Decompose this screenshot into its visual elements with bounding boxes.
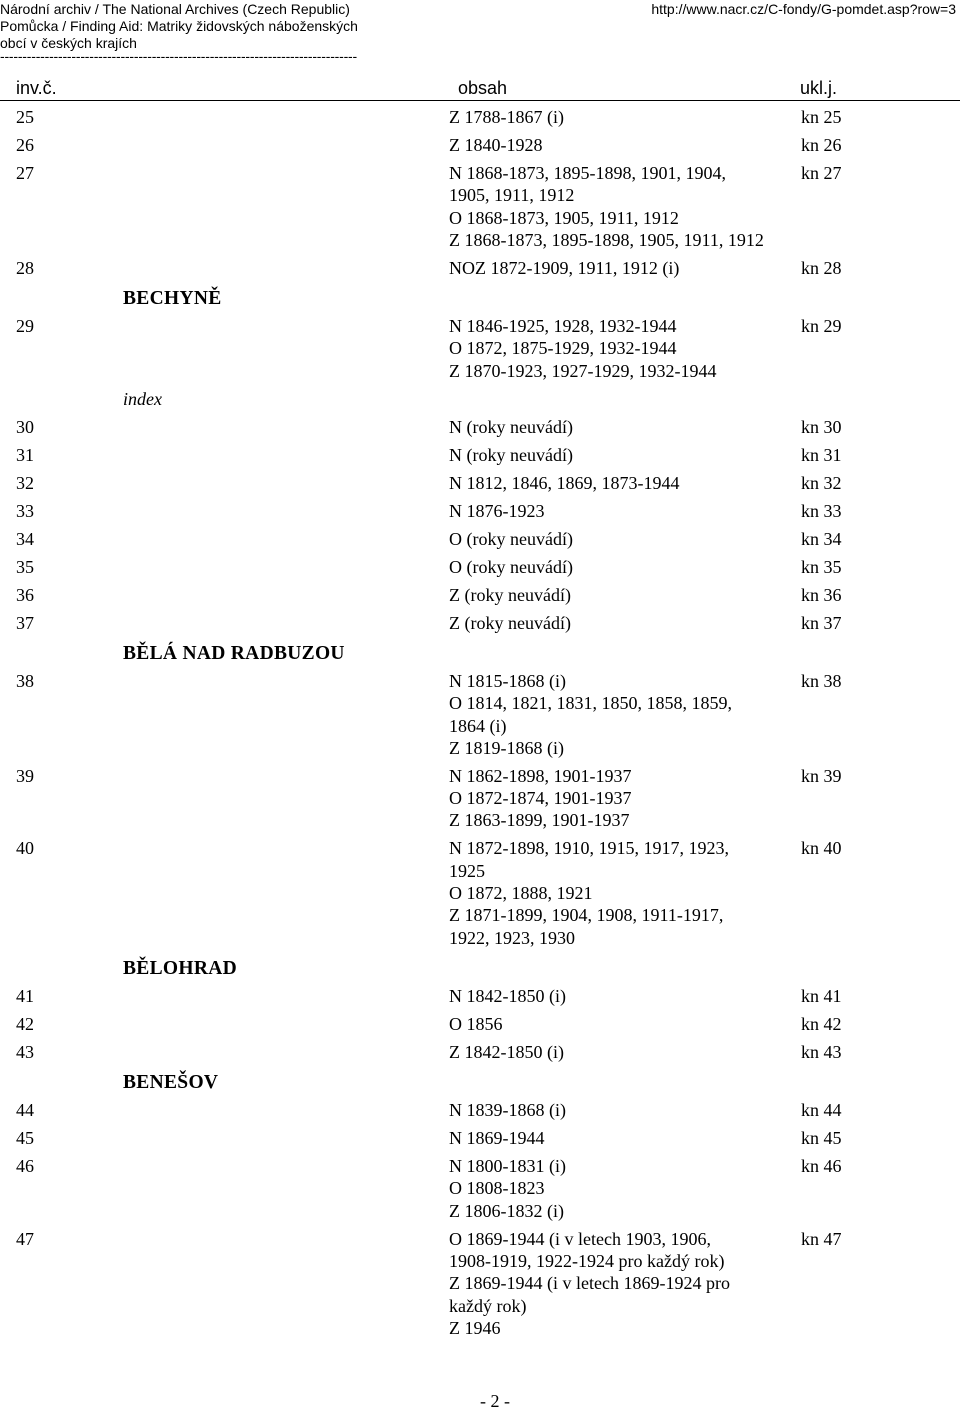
storage-unit: kn 26 <box>801 134 842 155</box>
content-line: Z 1868-1873, 1895-1898, 1905, 1911, 1912 <box>449 229 764 250</box>
content-line: O 1808-1823 <box>449 1178 545 1199</box>
inventory-number: 30 <box>16 416 34 437</box>
content-description <box>449 1155 789 1222</box>
storage-unit: kn 45 <box>801 1128 842 1149</box>
inventory-row <box>0 1228 960 1339</box>
content-line: O 1814, 1821, 1831, 1850, 1858, 1859, <box>449 693 732 714</box>
content-description <box>449 134 789 156</box>
storage-unit: kn 37 <box>801 612 842 633</box>
inventory-number: 45 <box>16 1128 34 1149</box>
content-line: N 1846-1925, 1928, 1932-1944 <box>449 316 677 337</box>
place-heading: BĚLOHRAD <box>123 957 238 979</box>
content-line: N 1876-1923 <box>449 500 545 521</box>
content-line: O 1872-1874, 1901-1937 <box>449 788 632 809</box>
content-line: N 1868-1873, 1895-1898, 1901, 1904, <box>449 162 726 183</box>
content-line: Z (roky neuvádí) <box>449 584 571 605</box>
content-line: O 1856 <box>449 1013 503 1034</box>
content-line: N (roky neuvádí) <box>449 416 573 437</box>
storage-unit: kn 43 <box>801 1041 842 1062</box>
content-line: každý rok) <box>449 1295 527 1316</box>
inventory-number: 28 <box>16 257 34 278</box>
content-description <box>449 416 789 438</box>
inventory-number: 25 <box>16 107 34 127</box>
storage-unit: kn 47 <box>801 1228 842 1249</box>
content-description <box>449 985 789 1007</box>
inventory-row <box>0 444 960 466</box>
inventory-number: 41 <box>16 985 34 1006</box>
content-line: N 1800-1831 (i) <box>449 1156 566 1177</box>
content-line: N 1862-1898, 1901-1937 <box>449 765 632 786</box>
inventory-number: 32 <box>16 472 34 493</box>
inventory-number: 37 <box>16 612 34 633</box>
content-line: O (roky neuvádí) <box>449 556 573 577</box>
inventory-number: 27 <box>16 162 34 183</box>
storage-unit: kn 32 <box>801 472 842 493</box>
storage-unit: kn 27 <box>801 162 842 183</box>
header-finding-aid-line-2: obcí v českých krajích <box>0 35 137 51</box>
storage-unit: kn 38 <box>801 670 842 691</box>
place-heading: BECHYNĚ <box>123 288 222 310</box>
content-line: 1922, 1923, 1930 <box>449 927 575 948</box>
inventory-number: 40 <box>16 838 34 859</box>
inventory-row <box>0 556 960 578</box>
inventory-row <box>0 765 960 832</box>
column-headers <box>0 76 960 101</box>
inventory-number: 34 <box>16 528 34 549</box>
inventory-number: 38 <box>16 670 34 691</box>
content-line: Z 1871-1899, 1904, 1908, 1911-1917, <box>449 905 724 926</box>
inventory-number: 44 <box>16 1100 34 1121</box>
storage-unit: kn 44 <box>801 1100 842 1121</box>
inventory-number: 47 <box>16 1228 34 1249</box>
inventory-row <box>0 670 960 759</box>
inventory-number: 29 <box>16 316 34 337</box>
content-line: N 1815-1868 (i) <box>449 670 566 691</box>
storage-unit: kn 36 <box>801 584 842 605</box>
content-description <box>449 106 789 128</box>
content-description <box>449 1013 789 1035</box>
content-line: Z 1819-1868 (i) <box>449 737 564 758</box>
inventory-row <box>0 837 960 948</box>
storage-unit: kn 40 <box>801 838 842 859</box>
content-line: O 1872, 1888, 1921 <box>449 882 593 903</box>
inventory-row <box>0 416 960 438</box>
content-description <box>449 444 789 466</box>
inventory-row <box>0 1099 960 1121</box>
content-line: 1908-1919, 1922-1924 pro každý rok) <box>449 1250 725 1271</box>
content-line: O 1872, 1875-1929, 1932-1944 <box>449 338 677 359</box>
content-line: N 1812, 1846, 1869, 1873-1944 <box>449 472 680 493</box>
content-line: Z 1788-1867 (i) <box>449 107 564 127</box>
storage-unit: kn 30 <box>801 416 842 437</box>
content-description <box>449 1099 789 1121</box>
column-header-inv: inv.č. <box>16 78 57 98</box>
content-line: O 1869-1944 (i v letech 1903, 1906, <box>449 1228 711 1249</box>
header-dash-rule: -------------------------------------------------------------------------------- <box>0 48 357 64</box>
inventory-row <box>0 528 960 550</box>
content-description <box>449 257 789 279</box>
inventory-number: 42 <box>16 1013 34 1034</box>
inventory-row <box>0 257 960 279</box>
inventory-row <box>0 162 960 251</box>
header-url: http://www.nacr.cz/C-fondy/G-pomdet.asp?row=3 <box>651 1 956 17</box>
inventory-row <box>0 472 960 494</box>
content-description <box>449 612 789 634</box>
content-description <box>449 1127 789 1149</box>
content-line: 1864 (i) <box>449 715 507 736</box>
content-line: N (roky neuvádí) <box>449 444 573 465</box>
place-heading: BĚLÁ NAD RADBUZOU <box>123 642 345 664</box>
content-description <box>449 556 789 578</box>
content-line: O 1868-1873, 1905, 1911, 1912 <box>449 207 679 228</box>
inventory-row <box>0 985 960 1007</box>
content-line: NOZ 1872-1909, 1911, 1912 (i) <box>449 257 680 278</box>
header-left-block <box>0 1 560 64</box>
content-line: Z 1842-1850 (i) <box>449 1041 564 1062</box>
content-line: O (roky neuvádí) <box>449 528 573 549</box>
inventory-row <box>0 1127 960 1149</box>
inventory-row <box>0 1155 960 1222</box>
content-line: N 1839-1868 (i) <box>449 1100 566 1121</box>
storage-unit: kn 25 <box>801 107 842 127</box>
column-header-ukl: ukl.j. <box>800 78 838 98</box>
storage-unit: kn 33 <box>801 500 842 521</box>
header-archive-line: Národní archiv / The National Archives (Czech Republic) <box>0 1 350 17</box>
storage-unit: kn 29 <box>801 316 842 337</box>
storage-unit: kn 31 <box>801 444 842 465</box>
place-heading: BENEŠOV <box>123 1072 219 1094</box>
page-header <box>0 0 960 64</box>
inventory-list <box>0 106 960 1345</box>
inventory-row <box>0 1041 960 1063</box>
inventory-number: 46 <box>16 1156 34 1177</box>
inventory-row <box>0 500 960 522</box>
content-line: N 1869-1944 <box>449 1128 545 1149</box>
content-description <box>449 315 789 382</box>
inventory-number: 33 <box>16 500 34 521</box>
content-description <box>449 500 789 522</box>
content-line: Z 1863-1899, 1901-1937 <box>449 810 630 831</box>
inventory-number: 31 <box>16 444 34 465</box>
content-line: Z 1870-1923, 1927-1929, 1932-1944 <box>449 360 717 381</box>
inventory-row <box>0 315 960 382</box>
content-description <box>449 162 789 251</box>
inventory-number: 39 <box>16 765 34 786</box>
content-line: Z 1806-1832 (i) <box>449 1200 564 1221</box>
content-line: N 1842-1850 (i) <box>449 985 566 1006</box>
content-description <box>449 670 789 759</box>
storage-unit: kn 46 <box>801 1156 842 1177</box>
content-line: Z 1840-1928 <box>449 134 543 155</box>
content-line: 1925 <box>449 860 485 881</box>
storage-unit: kn 41 <box>801 985 842 1006</box>
inventory-row <box>0 1013 960 1035</box>
storage-unit: kn 35 <box>801 556 842 577</box>
content-description <box>449 1228 789 1339</box>
subsection-label: index <box>123 388 162 409</box>
page-number: - 2 - <box>480 1391 510 1411</box>
inventory-number: 26 <box>16 134 34 155</box>
storage-unit: kn 39 <box>801 765 842 786</box>
content-line: 1905, 1911, 1912 <box>449 185 575 206</box>
content-line: Z 1869-1944 (i v letech 1869-1924 pro <box>449 1273 730 1294</box>
inventory-row <box>0 612 960 634</box>
inventory-row <box>0 134 960 156</box>
content-description <box>449 765 789 832</box>
content-description <box>449 472 789 494</box>
content-line: Z (roky neuvádí) <box>449 612 571 633</box>
inventory-number: 35 <box>16 556 34 577</box>
header-finding-aid-line: Pomůcka / Finding Aid: Matriky židovských náboženských <box>0 18 358 34</box>
inventory-row <box>0 584 960 606</box>
inventory-number: 36 <box>16 584 34 605</box>
content-description <box>449 584 789 606</box>
inventory-row <box>0 106 960 128</box>
storage-unit: kn 34 <box>801 528 842 549</box>
content-line: Z 1946 <box>449 1317 501 1338</box>
content-line: N 1872-1898, 1910, 1915, 1917, 1923, <box>449 838 729 859</box>
storage-unit: kn 28 <box>801 257 842 278</box>
inventory-number: 43 <box>16 1041 34 1062</box>
content-description <box>449 837 789 948</box>
content-description <box>449 1041 789 1063</box>
storage-unit: kn 42 <box>801 1013 842 1034</box>
column-header-obsah: obsah <box>458 78 508 98</box>
content-description <box>449 528 789 550</box>
